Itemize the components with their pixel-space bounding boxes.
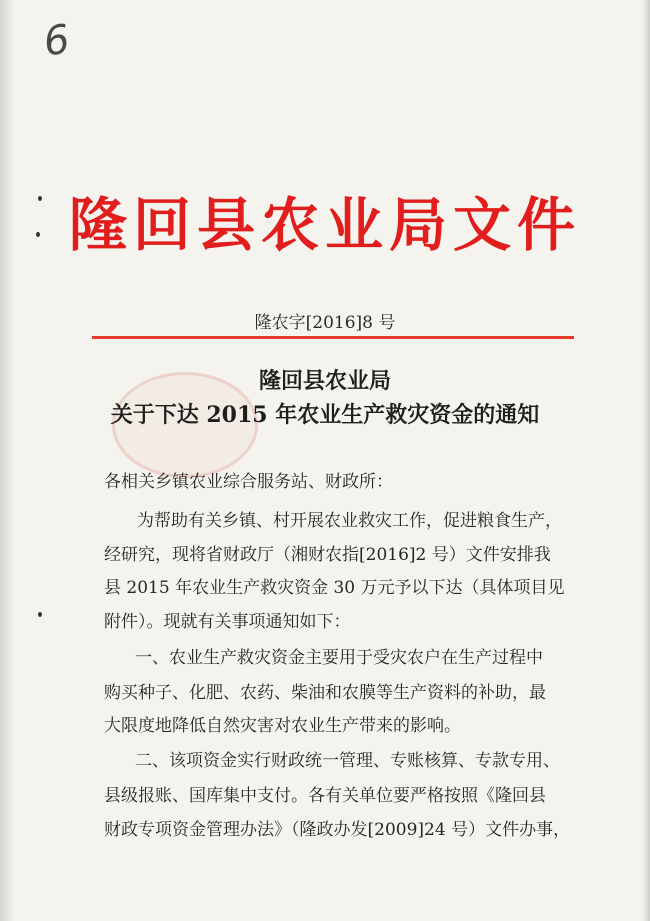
- body-text-line: 县级报账、国库集中支付。各有关单位要严格按照《隆回县: [104, 786, 546, 806]
- body-text-line: 附件）。现就有关事项通知如下：: [104, 612, 351, 632]
- binding-hole-mark: [38, 612, 42, 617]
- notice-title-line-1: 隆回县农业局: [258, 368, 391, 394]
- scan-right-edge-shadow: [642, 0, 650, 921]
- body-text-line: 一、农业生产救灾资金主要用于受灾农户在生产过程中: [135, 648, 543, 668]
- red-separator-line: [92, 336, 574, 339]
- red-header-title: 隆回县农业局文件: [68, 191, 581, 259]
- body-text-line: 县 2015 年农业生产救灾资金 30 万元予以下达（具体项目见: [104, 578, 565, 598]
- body-text-line: 为帮助有关乡镇、村开展农业救灾工作，促进粮食生产，: [137, 511, 562, 531]
- body-text-line: 购买种子、化肥、农药、柴油和农膜等生产资料的补助，最: [104, 683, 546, 703]
- body-text-line: 财政专项资金管理办法》（隆政办发[2009]24 号）文件办事，: [104, 820, 571, 840]
- notice-title-line-2: 关于下达 2015 年农业生产救灾资金的通知: [110, 402, 540, 428]
- body-text-line: 二、该项资金实行财政统一管理、专账核算、专款专用、: [135, 751, 560, 771]
- scan-left-edge-shadow: [0, 0, 14, 921]
- salutation-line: 各相关乡镇农业综合服务站、财政所：: [104, 472, 393, 492]
- document-number: 隆农字[2016]8 号: [254, 313, 396, 333]
- body-text-line: 大限度地降低自然灾害对农业生产带来的影响。: [104, 716, 461, 736]
- handwritten-page-number: 6: [40, 16, 73, 66]
- body-text-line: 经研究，现将省财政厅（湘财农指[2016]2 号）文件安排我: [104, 545, 551, 565]
